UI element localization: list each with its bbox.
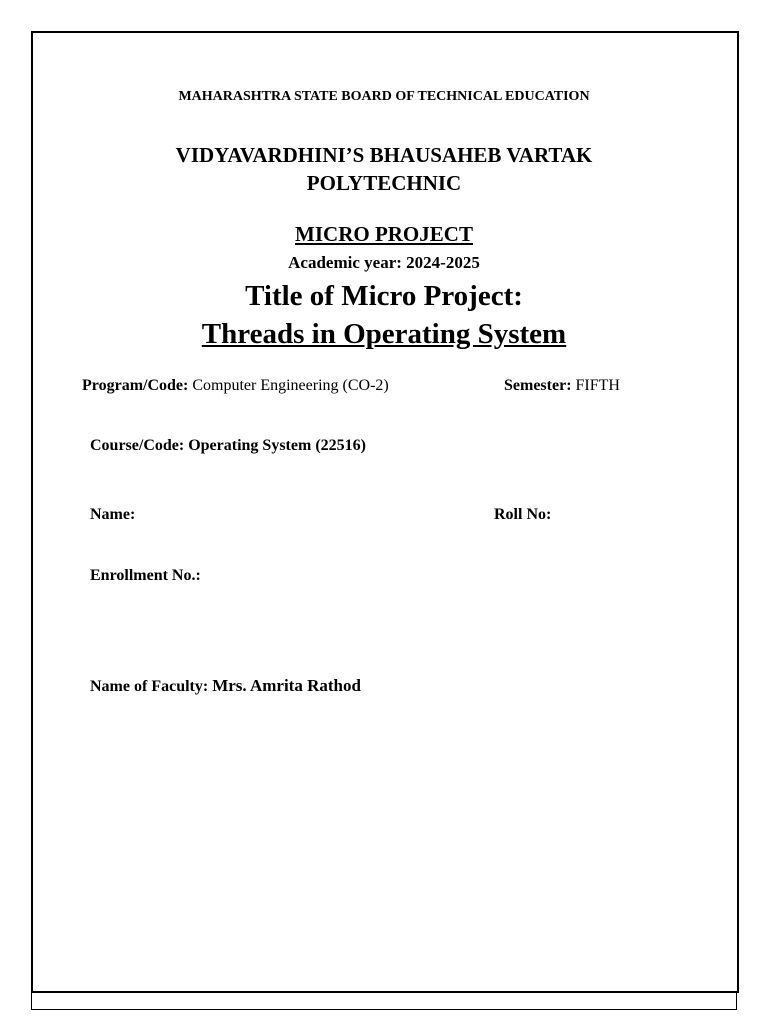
faculty-field xyxy=(90,676,361,696)
title-label: Title of Micro Project: xyxy=(245,280,523,312)
faculty-value: Mrs. Amrita Rathod xyxy=(212,676,361,695)
college-name-line1: VIDYAVARDHINI’S BHAUSAHEB VARTAK xyxy=(175,143,593,167)
roll-no-field: Roll No: xyxy=(494,506,552,523)
board-name: MAHARASHTRA STATE BOARD OF TECHNICAL EDUCATION xyxy=(178,89,590,104)
academic-year: Academic year: 2024-2025 xyxy=(288,253,480,272)
title-value-text: Threads in Operating System xyxy=(201,318,567,350)
micro-project-heading xyxy=(33,222,735,247)
semester-label: Semester: xyxy=(504,377,572,394)
program-code-label: Program/Code: xyxy=(82,377,189,394)
program-code-value: Computer Engineering (CO-2) xyxy=(188,377,389,394)
semester-value: FIFTH xyxy=(571,377,620,394)
faculty-label: Name of Faculty: xyxy=(90,678,213,695)
college-name-line2: POLYTECHNIC xyxy=(306,171,462,195)
bottom-border-strip xyxy=(31,991,737,1010)
semester-field xyxy=(504,377,620,395)
micro-project-heading-text: MICRO PROJECT xyxy=(295,222,473,246)
name-field: Name: xyxy=(90,506,136,523)
program-code-field xyxy=(82,377,389,395)
title-value xyxy=(33,318,735,351)
enrollment-no-field: Enrollment No.: xyxy=(90,567,201,584)
course-code-field: Course/Code: Operating System (22516) xyxy=(90,437,366,454)
college-name xyxy=(33,141,735,197)
